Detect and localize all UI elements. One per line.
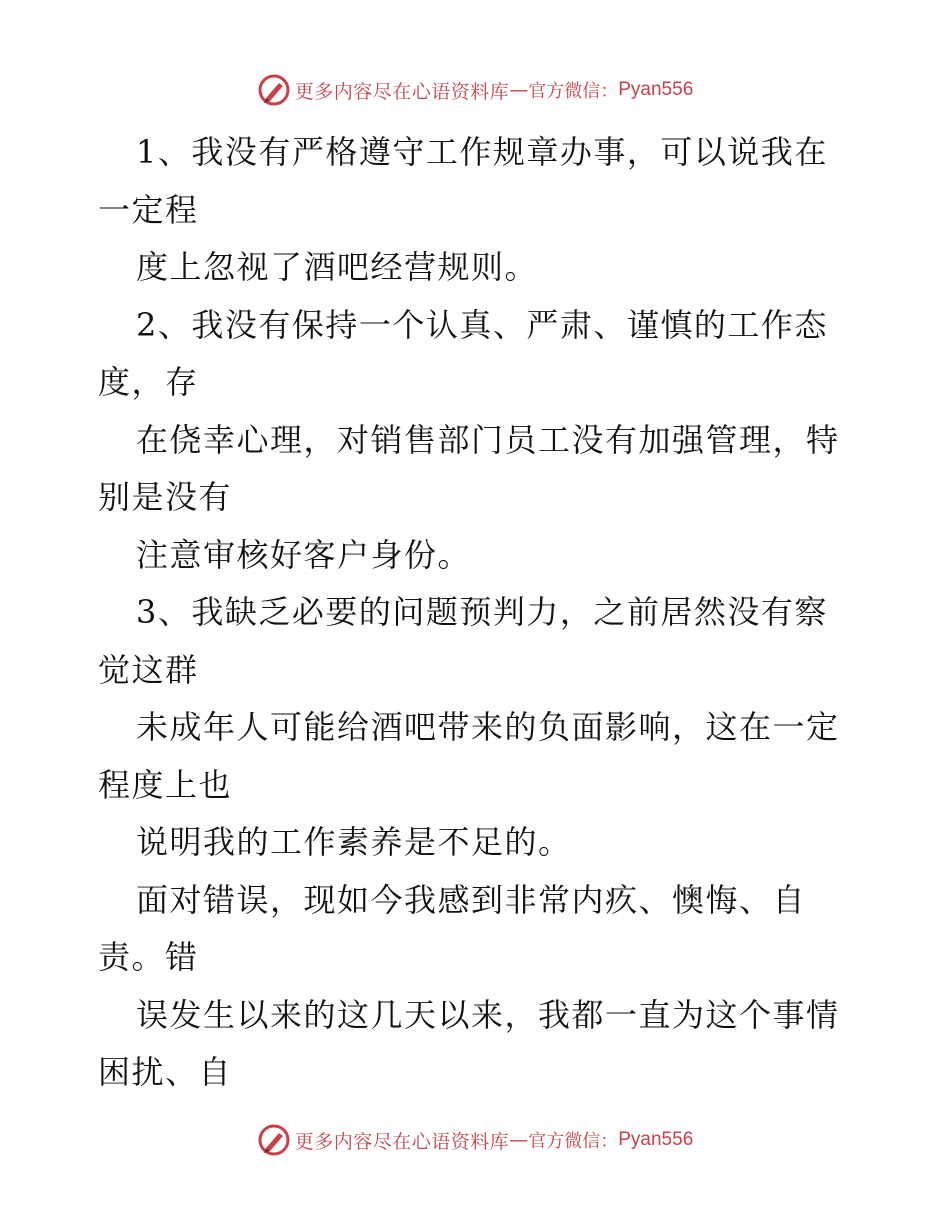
text-line: 程度上也 <box>98 765 233 804</box>
text-line: 3、我缺乏必要的问题预判力，之前居然没有察 <box>136 593 828 631</box>
text-line: 1、我没有严格遵守工作规章办事，可以说我在 <box>136 133 828 171</box>
document-body <box>98 124 858 1102</box>
text-line: 一定程 <box>98 190 199 229</box>
pen-logo-icon <box>257 1123 291 1157</box>
footer-banner <box>0 1120 950 1160</box>
text-line: 觉这群 <box>98 650 199 689</box>
text-line: 未成年人可能给酒吧带来的负面影响，这在一定 <box>136 708 840 746</box>
text-line: 2、我没有保持一个认真、严肃、谨慎的工作态 <box>136 305 828 344</box>
banner-official-label: 官方微信： <box>528 81 619 102</box>
pen-logo-icon <box>257 73 291 107</box>
text-line: 责。错 <box>98 938 199 976</box>
text-line: 困扰、自 <box>98 1053 233 1091</box>
banner-promo-text: 更多内容尽在心语资料库 <box>294 80 510 103</box>
banner-official-label: 官方微信： <box>528 1131 619 1152</box>
text-line: 说明我的工作素养是不足的。 <box>136 823 572 861</box>
banner-wechat-id: Pyan556 <box>618 1129 694 1150</box>
text-line: 度上忽视了酒吧经营规则。 <box>136 248 539 286</box>
banner-wechat-id: Pyan556 <box>618 79 694 100</box>
text-line: 注意审核好客户身份。 <box>136 535 472 574</box>
banner-separator: — <box>509 79 529 101</box>
banner-separator: — <box>509 1129 529 1151</box>
text-line: 面对错误，现如今我感到非常内疚、懊悔、自 <box>136 880 807 919</box>
text-line: 误发生以来的这几天以来，我都一直为这个事情 <box>136 995 840 1034</box>
text-line: 别是没有 <box>98 478 233 516</box>
banner-promo-text: 更多内容尽在心语资料库 <box>294 1130 510 1153</box>
text-line: 在侥幸心理，对销售部门员工没有加强管理，特 <box>136 420 840 459</box>
text-line: 度，存 <box>98 363 199 401</box>
header-banner <box>0 70 950 110</box>
